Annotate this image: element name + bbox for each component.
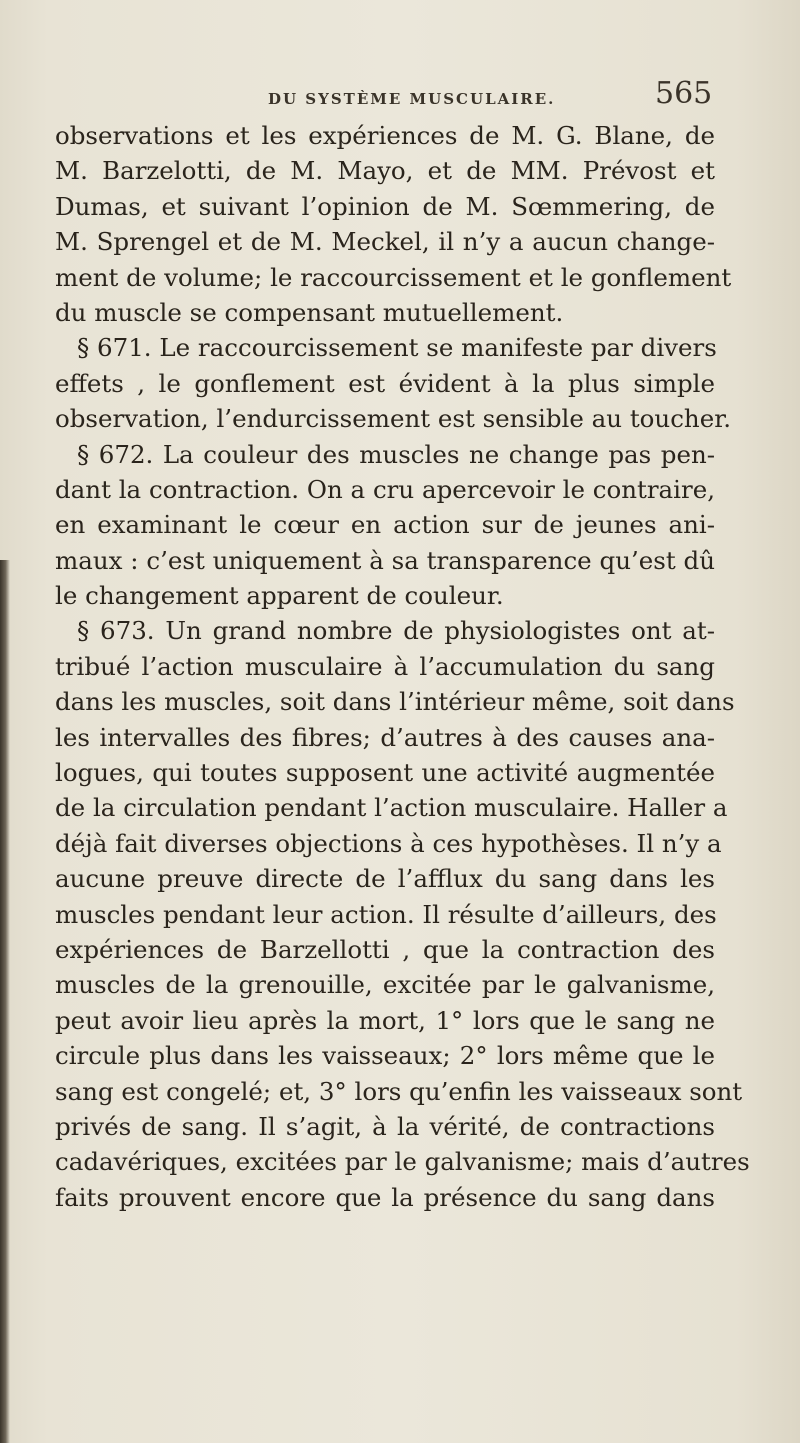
running-title: DU SYSTÈME MUSCULAIRE. (268, 90, 556, 108)
text-line: déjà fait diverses objections à ces hypothèses. Il n’y a (55, 828, 722, 858)
text-line: dant la contraction. On a cru apercevoir le contraire, (55, 474, 715, 504)
page-number: 565 (655, 76, 713, 111)
text-line: en examinant le cœur en action sur de jeunes ani- (55, 510, 715, 540)
text-line: sang est congelé; et, 3° lors qu’enfin les vaisseaux sont (55, 1076, 743, 1106)
text-line: tribué l’action musculaire à l’accumulation du sang (55, 651, 715, 681)
text-line: observations et les expériences de M. G. Blane, de (55, 121, 715, 150)
book-spine-shadow (0, 560, 10, 1443)
text-line: circule plus dans les vaisseaux; 2° lors même que le (55, 1041, 715, 1071)
text-line: privés de sang. Il s’agit, à la vérité, de contractions (55, 1111, 715, 1141)
text-line: maux : c’est uniquement à sa transparence qu’est dû (55, 545, 715, 575)
text-line: muscles pendant leur action. Il résulte d’ailleurs, des (55, 899, 717, 929)
text-line: § 671. Le raccourcissement se manifeste par divers (77, 333, 717, 363)
text-line: observation, l’endurcissement est sensible au toucher. (55, 404, 731, 434)
text-line: Dumas, et suivant l’opinion de M. Sœmmering, de (55, 191, 715, 221)
page-header (0, 76, 800, 120)
text-line: dans les muscles, soit dans l’intérieur même, soit dans (55, 687, 735, 717)
text-line: § 672. La couleur des muscles ne change pas pen- (77, 439, 715, 469)
text-line: le changement apparent de couleur. (55, 581, 504, 611)
text-line: effets , le gonflement est évident à la plus simple (55, 368, 715, 398)
text-line: M. Sprengel et de M. Meckel, il n’y a aucun change- (55, 227, 715, 257)
text-line: expériences de Barzellotti , que la contraction des (55, 934, 715, 964)
text-line: ment de volume; le raccourcissement et le gonflement (55, 262, 732, 292)
text-line: § 673. Un grand nombre de physiologistes ont at- (77, 616, 715, 646)
text-line: les intervalles des fibres; d’autres à des causes ana- (55, 722, 715, 752)
text-line: muscles de la grenouille, excitée par le galvanisme, (55, 970, 715, 1000)
text-line: de la circulation pendant l’action musculaire. Haller a (55, 793, 728, 823)
text-line: peut avoir lieu après la mort, 1° lors que le sang ne (55, 1005, 715, 1035)
text-line: du muscle se compensant mutuellement. (55, 297, 564, 327)
text-line: cadavériques, excitées par le galvanisme; mais d’autres (55, 1147, 750, 1177)
text-line: logues, qui toutes supposent une activité augmentée (55, 758, 715, 788)
text-line: aucune preuve directe de l’afflux du sang dans les (55, 864, 715, 894)
text-line: faits prouvent encore que la présence du sang dans (55, 1182, 715, 1212)
text-line: M. Barzelotti, de M. Mayo, et de MM. Prévost et (55, 156, 715, 186)
body-text (55, 118, 750, 1215)
